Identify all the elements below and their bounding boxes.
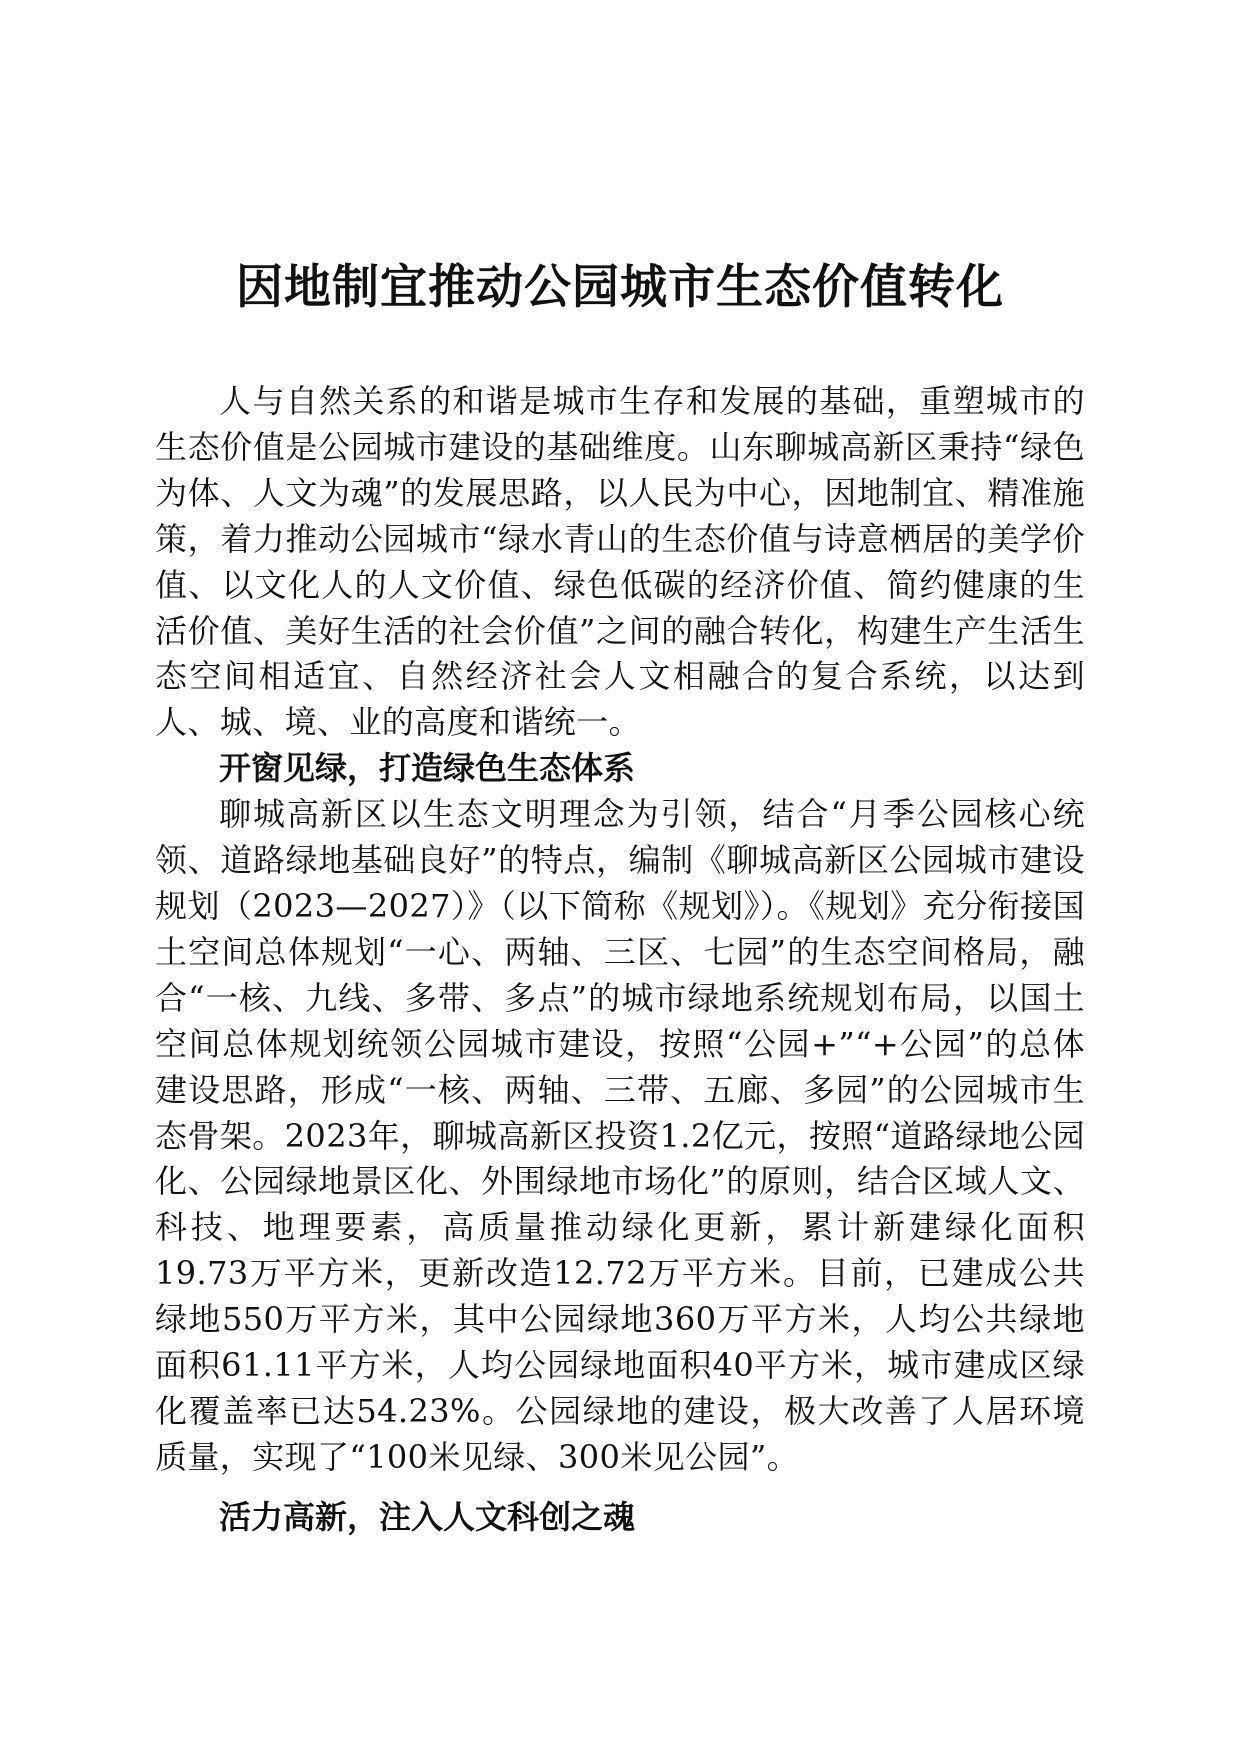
section-heading-green-ecology: 开窗见绿，打造绿色生态体系 [219, 749, 636, 788]
section-paragraph-green-ecology: 聊城高新区以生态文明理念为引领，结合“月季公园核心统领、道路绿地基础良好”的特点，编制《聊城高新区公园城市建设规划（2023—2027）》（以下简称《规划》）。《规划》充分衔接国土空间总体规划“一心、两轴、三区、七园”的生态空间格局，融合“一核、九线、多带、多点”的城市绿地系统规划布局，以国土空间总体规划统领公园城市建设，按照“公园+”“+公园”的总体建设思路，形成“一核、两轴、三带、五廊、多园”的公园城市生态骨架。2023年，聊城高新区投资1.2亿元，按照“道路绿地公园化、公园绿地景区化、外围绿地市场化”的原则，结合区域人文、科技、地理要素，高质量推动绿化更新，累计新建绿化面积19.73万平方米，更新改造12.72万平方米。目前，已建成公共绿地550万平方米，其中公园绿地360万平方米，人均公共绿地面积61.11平方米，人均公园绿地面积40平方米，城市建成区绿化覆盖率已达54.23%。公园绿地的建设，极大改善了人居环境质量，实现了“100米见绿、300米见公园”。 [155, 795, 1085, 1476]
intro-paragraph: 人与自然关系的和谐是城市生存和发展的基础，重塑城市的生态价值是公园城市建设的基础维度。山东聊城高新区秉持“绿色为体、人文为魂”的发展思路，以人民为中心，因地制宜、精准施策，着力推动公园城市“绿水青山的生态价值与诗意栖居的美学价值、以文化人的人文价值、绿色低碳的经济价值、简约健康的生活价值、美好生活的社会价值”之间的融合转化，构建生产生活生态空间相适宜、自然经济社会人文相融合的复合系统，以达到人、城、境、业的高度和谐统一。 [155, 382, 1085, 742]
article-title: 因地制宜推动公园城市生态价值转化 [236, 260, 1004, 315]
article-body [155, 379, 1085, 1541]
section-heading-culture-innovation: 活力高新，注入人文科创之魂 [219, 1497, 636, 1536]
